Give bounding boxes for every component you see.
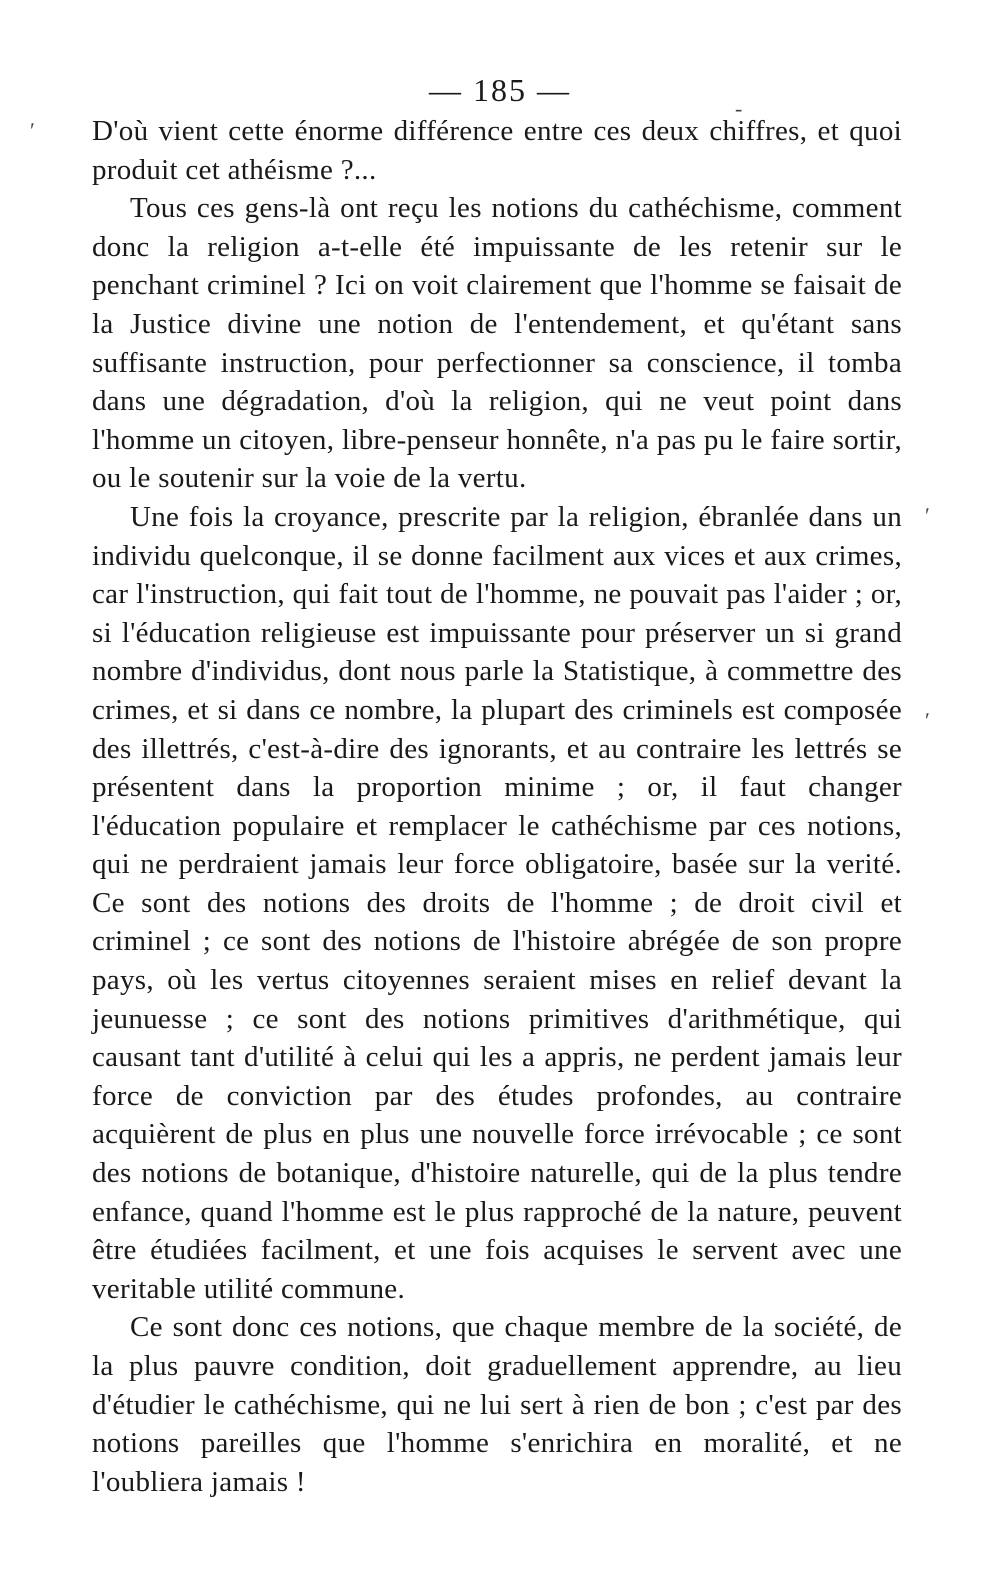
margin-speck: -	[735, 96, 743, 121]
margin-speck: ʹ	[925, 708, 930, 733]
body-text	[92, 112, 902, 1501]
paragraph-2: Tous ces gens-là ont reçu les notions du cathéchisme, comment donc la religion a-t-elle été impuissante de les retenir sur le penchant criminel ? Ici on voit clairement que l'homme se faisait de la Justice divine une notion de l'entendement, et qu'étant sans suffisante instruction, pour perfectionner sa conscience, il tomba dans une dégradation, d'où la religion, qui ne veut point dans l'homme un citoyen, libre-penseur honnête, n'a pas pu le faire sortir, ou le soutenir sur la voie de la vertu.	[92, 192, 902, 495]
page-number: — 185 —	[429, 72, 571, 108]
paragraph-4: Ce sont donc ces notions, que chaque membre de la société, de la plus pauvre condition, doit graduellement apprendre, au lieu d'étudier le cathéchisme, qui ne lui sert à rien de bon ; c'est par des notions pareilles que l'homme s'enrichira en moralité, et ne l'oubliera jamais !	[92, 1311, 902, 1498]
margin-speck: ʹ	[30, 118, 35, 143]
paragraph-1: D'où vient cette énorme différence entre ces deux chiffres, et quoi produit cet athéisme ?...	[92, 115, 902, 186]
margin-speck: ʹ	[925, 503, 930, 528]
paragraph-3: Une fois la croyance, prescrite par la religion, ébranlée dans un individu quelconque, il se donne facilment aux vices et aux crimes, car l'instruction, qui fait tout de l'homme, ne pouvait pas l'aider ; or, si l'éducation religieuse est impuissante pour préserver un si grand nombre d'individus, dont nous parle la Statistique, à commettre des crimes, et si dans ce nombre, la plupart des criminels est composée des illettrés, c'est-à-dire des ignorants, et au contraire les lettrés se présentent dans la proportion minime ; or, il faut changer l'éducation populaire et remplacer le cathéchisme par ces notions, qui ne perdraient jamais leur force obligatoire, basée sur la verité. Ce sont des notions des droits de l'homme ; de droit civil et criminel ; ce sont des notions de l'histoire abrégée de son propre pays, où les vertus citoyennes seraient mises en relief devant la jeunuesse ; ce sont des notions primitives d'arithmétique, qui causant tant d'utilité à celui qui les a appris, ne perdent jamais leur force de conviction par des études profondes, au contraire acquièrent de plus en plus une nouvelle force irrévocable ; ce sont des notions de botanique, d'histoire naturelle, qui de la plus tendre enfance, quand l'homme est le plus rapproché de la nature, peuvent être étudiées facilment, et une fois acquises le servent avec une veritable utilité commune.	[92, 500, 902, 1305]
